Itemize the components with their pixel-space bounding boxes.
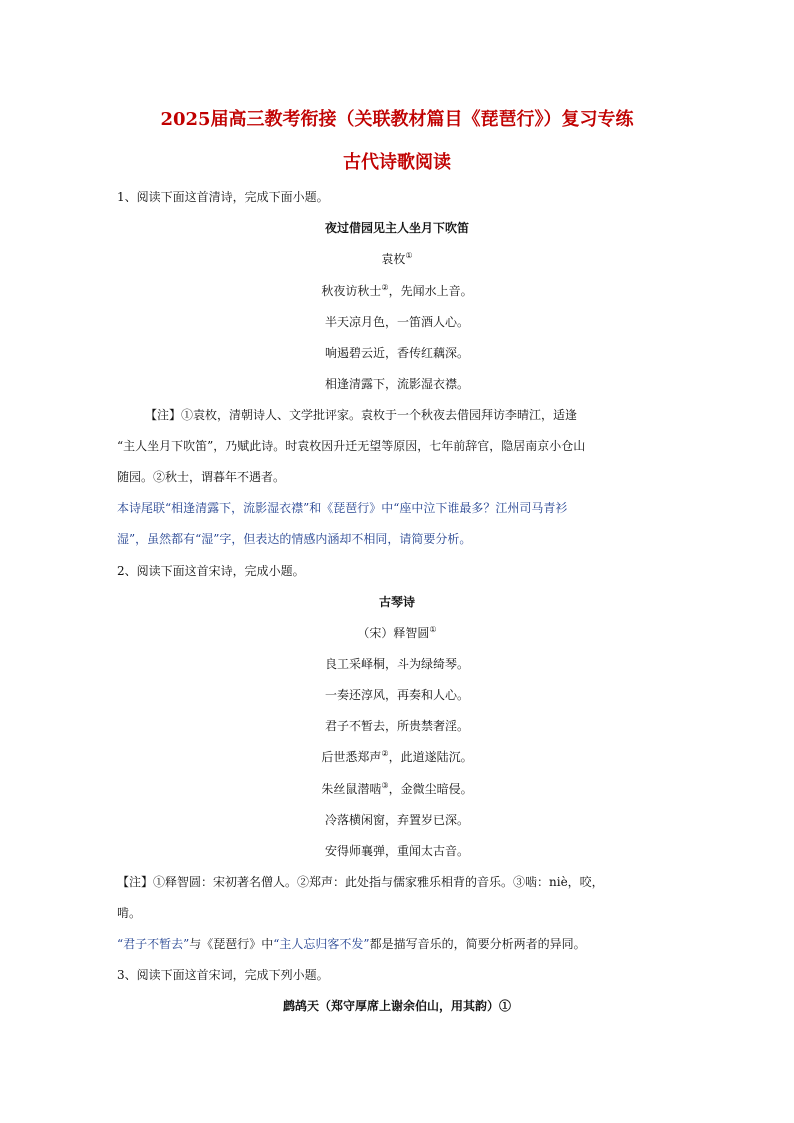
poem-3-title: 鹧鸪天（郑守厚席上谢余伯山，用其韵）① <box>282 999 511 1013</box>
document-subtitle: 古代诗歌阅读 <box>343 152 451 173</box>
document-title: 2025届高三教考衔接（关联教材篇目《琵琶行》）复习专练 <box>160 109 634 130</box>
poem-1-note-line: 随园。②秋士，谓暮年不遇者。 <box>117 470 286 484</box>
poem-1-line: 响遏碧云近，香传红藕深。 <box>324 346 469 360</box>
question-1-text-line: 湿”，虽然都有“湿”字，但表达的情感内涵却不相同，请简要分析。 <box>117 532 472 546</box>
poem-1-line: 半天凉月色，一笛酒人心。 <box>324 315 469 329</box>
poem-1-author: 袁枚① <box>381 251 413 266</box>
poem-1-note-line: “主人坐月下吹笛”，乃赋此诗。时袁枚因升迁无望等原因，七年前辞官，隐居南京小仓山 <box>117 439 586 453</box>
poem-2-line: 朱丝鼠潜啮③，金微尘暗侵。 <box>321 781 473 796</box>
question-3-prompt: 3、阅读下面这首宋词，完成下列小题。 <box>117 968 329 982</box>
question-2-text: “君子不暂去”与《琵琶行》中“主人忘归客不发”都是描写音乐的，简要分析两者的异同。 <box>117 937 586 951</box>
poem-2-title: 古琴诗 <box>378 595 415 609</box>
poem-1-line: 相逢清露下，流影湿衣襟。 <box>324 377 469 391</box>
question-1-prompt: 1、阅读下面这首清诗，完成下面小题。 <box>117 190 329 204</box>
poem-1-line: 秋夜访秋士②，先闻水上音。 <box>321 283 473 298</box>
question-2-prompt: 2、阅读下面这首宋诗，完成小题。 <box>117 564 305 578</box>
poem-2-line: 一奏还淳风，再奏和人心。 <box>324 688 469 702</box>
poem-2-note-line: 【注】①释智圆：宋初著名僧人。②郑声：此处指与儒家雅乐相背的音乐。③啮：niè，咬， <box>117 875 604 889</box>
poem-1-title: 夜过借园见主人坐月下吹笛 <box>324 221 469 235</box>
poem-2-line: 安得师襄弹，重闻太古音。 <box>324 844 469 858</box>
question-1-text-line: 本诗尾联“相逢清露下，流影湿衣襟”和《琵琶行》中“座中泣下谁最多？江州司马青衫 <box>117 501 568 515</box>
poem-2-author: （宋）释智圆① <box>357 625 437 640</box>
poem-1-note-line: 【注】①袁枚，清朝诗人、文学批评家。袁枚于一个秋夜去借园拜访李晴江，适逢 <box>145 408 578 422</box>
poem-2-line: 君子不暂去，所贵禁奢淫。 <box>324 719 469 733</box>
poem-2-line: 良工采峄桐，斗为绿绮琴。 <box>324 657 469 671</box>
poem-2-note-line: 啃。 <box>117 906 142 920</box>
poem-2-line: 冷落横闲窗，弃置岁已深。 <box>324 813 469 827</box>
poem-2-line: 后世悉郑声②，此道遂陆沉。 <box>321 749 473 764</box>
